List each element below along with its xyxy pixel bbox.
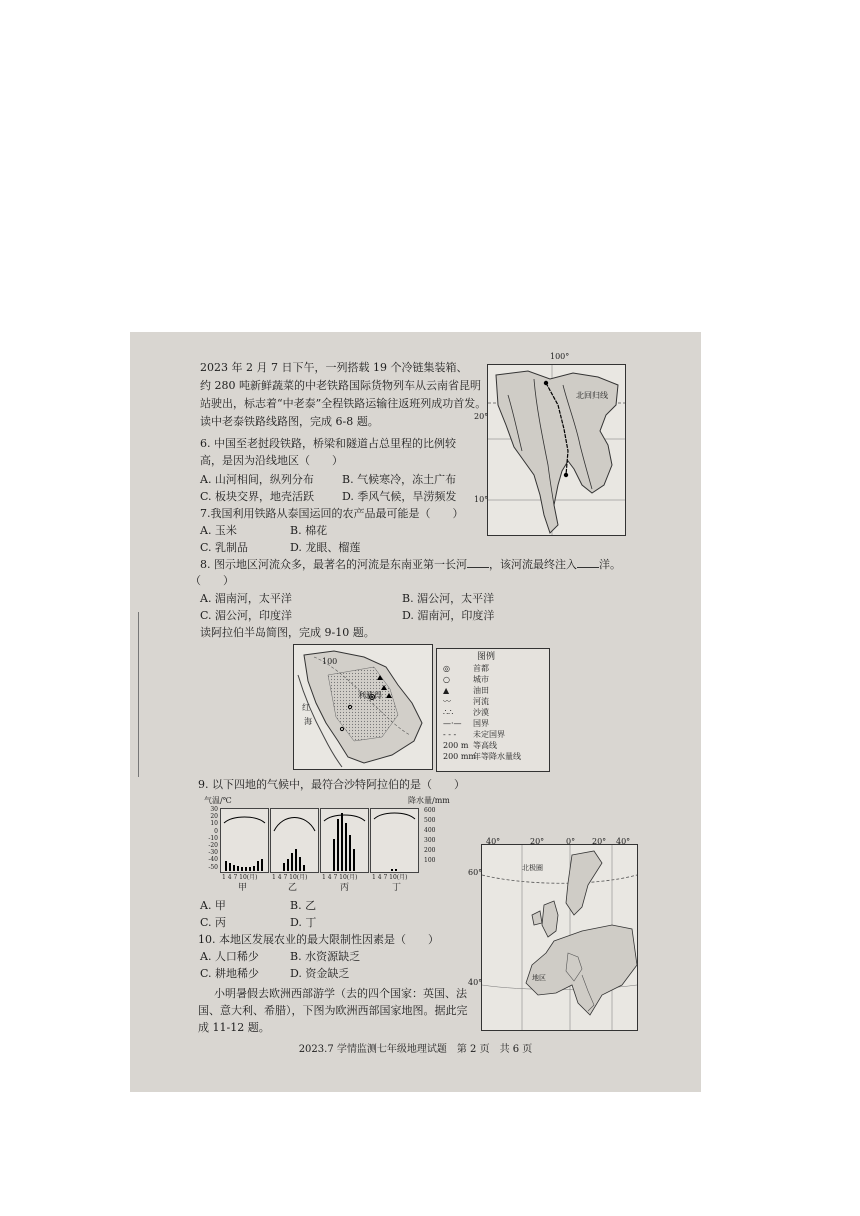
- q8-blank-ocean[interactable]: [577, 567, 599, 568]
- lon-0-label: 0°: [566, 837, 576, 846]
- rain-tick-labels: 600 500 400 300 200 100: [424, 807, 436, 864]
- region-label: 地区: [532, 974, 546, 982]
- q8-option-b[interactable]: B. 湄公河，太平洋: [402, 592, 495, 605]
- climate-chart-ding-drawing: [371, 809, 418, 872]
- lat-60-label: 60°: [468, 868, 483, 877]
- intro-line-1: 2023 年 2 月 7 日下午，一列搭载 19 个冷链集装箱、: [200, 361, 468, 374]
- legend-title: 图例: [477, 652, 496, 662]
- q6-option-b[interactable]: B. 气候寒冷，冻土广布: [342, 473, 457, 486]
- climate-chart-bing: [320, 808, 369, 873]
- rain-axis-title: 降水量/mm: [408, 796, 450, 805]
- contour-label: 100: [322, 657, 338, 666]
- lon-40e-label: 40°: [616, 837, 631, 846]
- lon-100-label: 100°: [550, 352, 570, 361]
- q10-stem: 10. 本地区发展农业的最大限制性因素是（ ）: [198, 933, 439, 946]
- europe-intro-line-2: 国、意大利、希腊），下图为欧洲西部国家地图。据此完: [198, 1004, 468, 1017]
- q6-option-c[interactable]: C. 板块交界，地壳活跃: [200, 490, 315, 503]
- q9-option-b[interactable]: B. 乙: [290, 899, 317, 912]
- red-sea-label-1: 红: [302, 703, 310, 712]
- climate-chart-ding: [370, 808, 419, 873]
- chart-name-jia: 甲: [238, 883, 248, 893]
- q7-option-d[interactable]: D. 龙眼、榴莲: [290, 541, 361, 554]
- indochina-map: [487, 364, 626, 536]
- red-sea-label-2: 海: [304, 717, 312, 726]
- month-ticks-jia: 1 4 7 10(月): [222, 874, 258, 881]
- arabia-map: [293, 644, 433, 770]
- lon-40w-label: 40°: [486, 837, 501, 846]
- q8-option-a[interactable]: A. 湄南河，太平洋: [200, 592, 292, 605]
- q7-option-c[interactable]: C. 乳制品: [200, 541, 249, 554]
- q10-option-d[interactable]: D. 资金缺乏: [290, 967, 350, 980]
- exam-page: [130, 332, 701, 1092]
- legend-border: —·— 国界: [443, 719, 489, 728]
- legend-capital: ◎ 首都: [443, 664, 489, 673]
- temp-tick-labels: 30 20 10 0 -10 -20 -30 -40 -50: [208, 806, 218, 871]
- legend-oilfield: ▲ 油田: [443, 686, 489, 695]
- temp-axis-title: 气温/℃: [204, 796, 232, 805]
- climate-chart-yi-drawing: [271, 809, 318, 872]
- arabia-legend: [436, 648, 550, 772]
- month-ticks-yi: 1 4 7 10(月): [272, 874, 308, 881]
- q8-stem-part-c: 洋。: [599, 558, 621, 571]
- q10-option-a[interactable]: A. 人口稀少: [200, 950, 259, 963]
- q8-paren: （ ）: [190, 574, 234, 587]
- intro-line-3: 站驶出，标志着“中老泰”全程铁路运输往返班列成功首发。: [200, 397, 487, 410]
- q10-option-c[interactable]: C. 耕地稀少: [200, 967, 260, 980]
- q7-stem: 7.我国利用铁路从泰国运回的农产品最可能是（ ）: [200, 507, 464, 520]
- q8-option-d[interactable]: D. 湄南河，印度洋: [402, 609, 495, 622]
- q10-option-b[interactable]: B. 水资源缺乏: [290, 950, 361, 963]
- legend-desert: ∴∴ 沙漠: [443, 708, 489, 717]
- q8-stem-part-b: ，该河流最终注入: [489, 558, 577, 571]
- q7-option-a[interactable]: A. 玉米: [200, 524, 237, 537]
- arctic-circle-label: 北极圈: [522, 864, 543, 872]
- q6-stem-1: 6. 中国至老挝段铁路，桥梁和隧道占总里程的比例较: [200, 437, 456, 450]
- legend-isohyet: 200 mm年等降水量线: [443, 752, 521, 761]
- climate-chart-yi: [270, 808, 319, 873]
- europe-intro-line-3: 成 11-12 题。: [198, 1021, 270, 1034]
- q9-option-c[interactable]: C. 丙: [200, 916, 227, 929]
- q8-stem: [200, 557, 621, 573]
- western-europe-map: [481, 844, 638, 1031]
- chart-name-bing: 丙: [340, 883, 350, 893]
- q8-blank-river[interactable]: [467, 567, 489, 568]
- chart-name-yi: 乙: [288, 883, 298, 893]
- q8-option-c[interactable]: C. 湄公河，印度洋: [200, 609, 293, 622]
- legend-contour: 200 m 等高线: [443, 741, 497, 750]
- climate-chart-jia: [220, 808, 269, 873]
- tropic-label: 北回归线: [576, 391, 608, 400]
- western-europe-map-drawing: [482, 845, 637, 1030]
- page-footer: 2023.7 学情监测七年级地理试题 第 2 页 共 6 页: [298, 1044, 533, 1055]
- q9-option-d[interactable]: D. 丁: [290, 916, 317, 929]
- arabia-intro: 读阿拉伯半岛简图，完成 9-10 题。: [200, 626, 375, 639]
- climate-chart-bing-drawing: [321, 809, 368, 872]
- chart-name-ding: 丁: [392, 883, 402, 893]
- q6-stem-2: 高，是因为沿线地区（ ）: [200, 454, 343, 467]
- intro-line-2: 约 280 吨新鲜蔬菜的中老铁路国际货物列车从云南省昆明: [200, 379, 481, 392]
- q7-option-b[interactable]: B. 棉花: [290, 524, 328, 537]
- riyadh-label: 利雅得: [358, 691, 382, 700]
- q6-option-d[interactable]: D. 季风气候，旱涝频发: [342, 490, 457, 503]
- intro-line-4: 读中老泰铁路线路图，完成 6-8 题。: [200, 415, 379, 428]
- month-ticks-ding: 1 4 7 10(月): [372, 874, 408, 881]
- lat-20-label: 20°: [474, 412, 489, 421]
- binding-margin: [130, 612, 139, 777]
- arabia-map-drawing: [294, 645, 432, 769]
- legend-undefined-border: - - - 未定国界: [443, 730, 505, 739]
- europe-intro-line-1: 小明暑假去欧洲西部游学（去的四个国家：英国、法: [214, 987, 467, 1000]
- month-ticks-bing: 1 4 7 10(月): [322, 874, 358, 881]
- lon-20e-label: 20°: [592, 837, 607, 846]
- q9-option-a[interactable]: A. 甲: [200, 899, 226, 912]
- legend-river: 〰 河流: [443, 697, 489, 706]
- q6-option-a[interactable]: A. 山河相间，纵列分布: [200, 473, 314, 486]
- lon-20w-label: 20°: [530, 837, 545, 846]
- q9-stem: 9. 以下四地的气候中，最符合沙特阿拉伯的是（ ）: [198, 778, 465, 791]
- q8-stem-part-a: 8. 图示地区河流众多，最著名的河流是东南亚第一长河: [200, 558, 467, 571]
- lat-40-label: 40°: [468, 978, 483, 987]
- legend-city: ○ 城市: [443, 675, 489, 684]
- climate-chart-jia-drawing: [221, 809, 268, 872]
- lat-10-label: 10°: [474, 495, 489, 504]
